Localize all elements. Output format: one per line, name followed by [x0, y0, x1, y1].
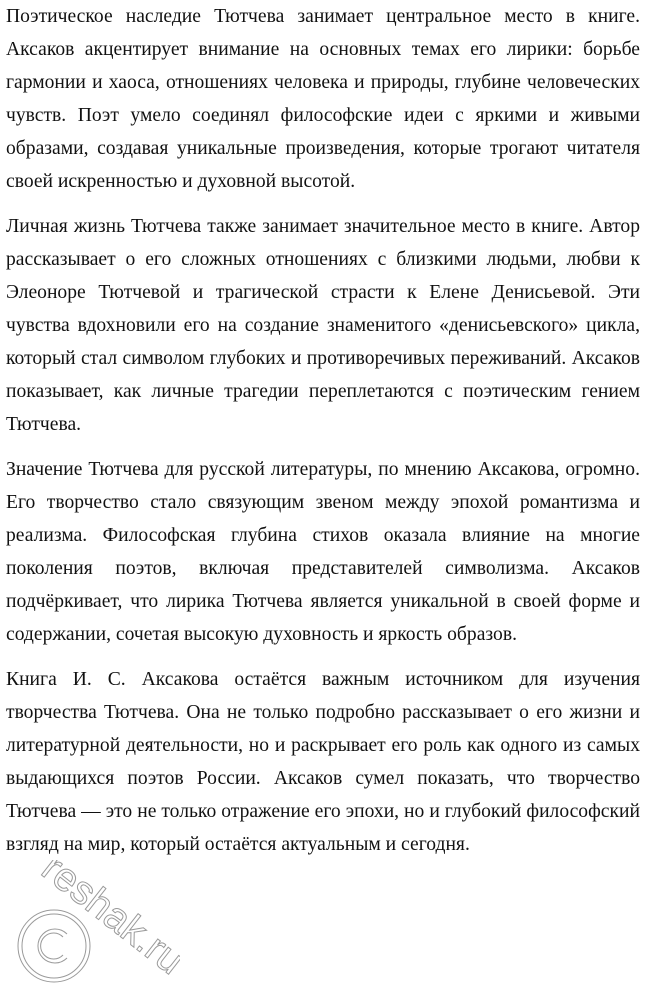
paragraph-significance: Значение Тютчева для русской литературы, по мнению Аксакова, огромно. Его творчество стало связующим звеном между эпохой романтизма и реализма. Философская глубина стихов оказала влияние на многие поколения поэтов, включая представителей символизма. Аксаков подчёркивает, что лирика Тютчева является уникальной в своей форме и содержании, сочетая высокую духовность и яркость образов. — [6, 459, 640, 645]
watermark — [0, 860, 180, 998]
paragraph-personal-life: Личная жизнь Тютчева также занимает значительное место в книге. Автор рассказывает о его сложных отношениях с близкими людьми, любви к Элеоноре Тютчевой и трагической страсти к Елене Денисьевой. Эти чувства вдохновили его на создание знаменитого «денисьевского» цикла, который стал символом глубоких и противоречивых переживаний. Аксаков показывает, как личные трагедии переплетаются с поэтическим гением Тютчева. — [6, 216, 640, 435]
svg-text:reshak.ru: reshak.ru — [33, 860, 180, 984]
document-body — [6, 0, 640, 873]
paragraph-conclusion: Книга И. С. Аксакова остаётся важным источником для изучения творчества Тютчева. Она не только подробно рассказывает о его жизни и литературной деятельности, но и раскрывает его роль как одного из самых выдающихся поэтов России. Аксаков сумел показать, что творчество Тютчева — это не только отражение его эпохи, но и глубокий философский взгляд на мир, который остаётся актуальным и сегодня. — [6, 669, 640, 855]
copyright-watermark-icon — [0, 860, 180, 998]
paragraph-poetic-legacy: Поэтическое наследие Тютчева занимает центральное место в книге. Аксаков акцентирует внимание на основных темах его лирики: борьбе гармонии и хаоса, отношениях человека и природы, глубине человеческих чувств. Поэт умело соединял философские идеи с яркими и живыми образами, создавая уникальные произведения, которые трогают читателя своей искренностью и духовной высотой. — [6, 6, 640, 192]
